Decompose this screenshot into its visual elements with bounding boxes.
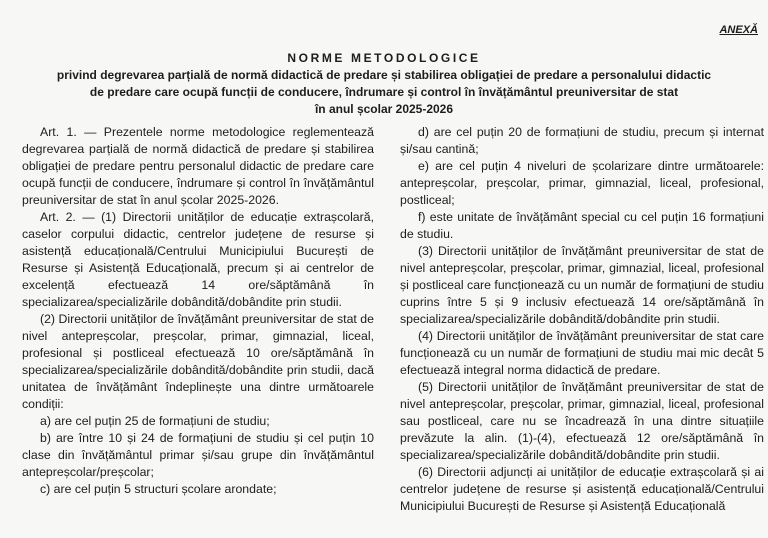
condition-b: b) are între 10 și 24 de formațiuni de studiu și cel puțin 10 clase din învățământul primar și/sau grupe din învățământul antepreșcolar/preșcolar; bbox=[22, 431, 374, 479]
document-subtitle-line: în anul școlar 2025-2026 bbox=[314, 102, 454, 116]
left-column bbox=[22, 124, 374, 498]
article-2-paragraph-4: (4) Directorii unităților de învățământ preuniversitar de stat care funcționează cu un număr de formațiuni de studiu mai mic decât 5 efectuează integral norma didactică de predare. bbox=[400, 329, 764, 377]
document-heading bbox=[0, 50, 768, 118]
article-2-paragraph-5: (5) Directorii unităților de învățământ preuniversitar de stat de nivel antepreșcolar, preșcolar, primar, gimnazial, liceal, profesional sau postliceal, care nu se încadrează în una dintre situațiile prevăzute la alin. (1)-(4), efectuează 12 ore/săptămână în specializarea/specializările dobândită/dobândite prin studii. bbox=[400, 380, 764, 462]
article-1-paragraph: Art. 1. — Prezentele norme metodologice reglementează degrevarea parțială de normă didactică de predare și stabilirea obligației de predare pentru personalul didactic de predare care ocupă funcții de conducere, îndrumare și control în învățământul preuniversitar de stat în anul școlar 2025-2026. bbox=[22, 125, 374, 207]
condition-a: a) are cel puțin 25 de formațiuni de studiu; bbox=[40, 414, 270, 428]
annex-label: ANEXĂ bbox=[719, 24, 758, 36]
document-subtitle-line: de predare care ocupă funcții de conducere, îndrumare și control în învățământul preuniversitar de stat bbox=[89, 85, 679, 99]
document-subtitle-line: privind degrevarea parțială de normă didactică de predare și stabilirea obligației de predare a personalului didactic bbox=[56, 68, 712, 82]
condition-d: d) are cel puțin 20 de formațiuni de studiu, precum și internat și/sau cantină; bbox=[400, 125, 764, 156]
article-2-paragraph-6: (6) Directorii adjuncți ai unităților de educație extrașcolară și ai centrelor județene de resurse și asistență educațională/Centrului Municipiului București de Resurse și Asistență Educațională bbox=[400, 465, 764, 513]
document-title: NORME METODOLOGICE bbox=[287, 51, 481, 65]
article-2-paragraph-1: Art. 2. — (1) Directorii unităților de educație extrașcolară, caselor corpului didactic, centrelor județene de resurse și asistență educațională/Centrului Municipiului București de Resurse și Asistență Educațională, precum și ai centrelor de excelență efectuează 14 ore/săptămână în specializarea/specializările dobândită/dobândite prin studii. bbox=[22, 210, 374, 309]
condition-c: c) are cel puțin 5 structuri școlare arondate; bbox=[40, 482, 277, 496]
condition-f: f) este unitate de învățământ special cu cel puțin 16 formațiuni de studiu. bbox=[400, 210, 764, 241]
article-2-paragraph-2: (2) Directorii unităților de învățământ preuniversitar de stat de nivel antepreșcolar, preșcolar, primar, gimnazial, liceal, profesional și postliceal efectuează 10 ore/săptămână în specializarea/specializările dobândită/dobândite prin studii, dacă unitatea de învățământ îndeplinește una dintre următoarele condiții: bbox=[22, 312, 374, 411]
article-2-paragraph-3: (3) Directorii unităților de învățământ preuniversitar de stat de nivel antepreșcolar, preșcolar, primar, gimnazial, liceal, profesional și postliceal care funcționează cu un număr de formațiuni de studiu cuprins între 5 și 9 inclusiv efectuează 14 ore/săptămână în specializarea/specializările dobândită/dobândite prin studii. bbox=[400, 244, 764, 326]
condition-e: e) are cel puțin 4 niveluri de școlarizare dintre următoarele: antepreșcolar, preșcolar, primar, gimnazial, liceal, profesional, postliceal; bbox=[400, 159, 764, 207]
right-column bbox=[400, 124, 764, 515]
